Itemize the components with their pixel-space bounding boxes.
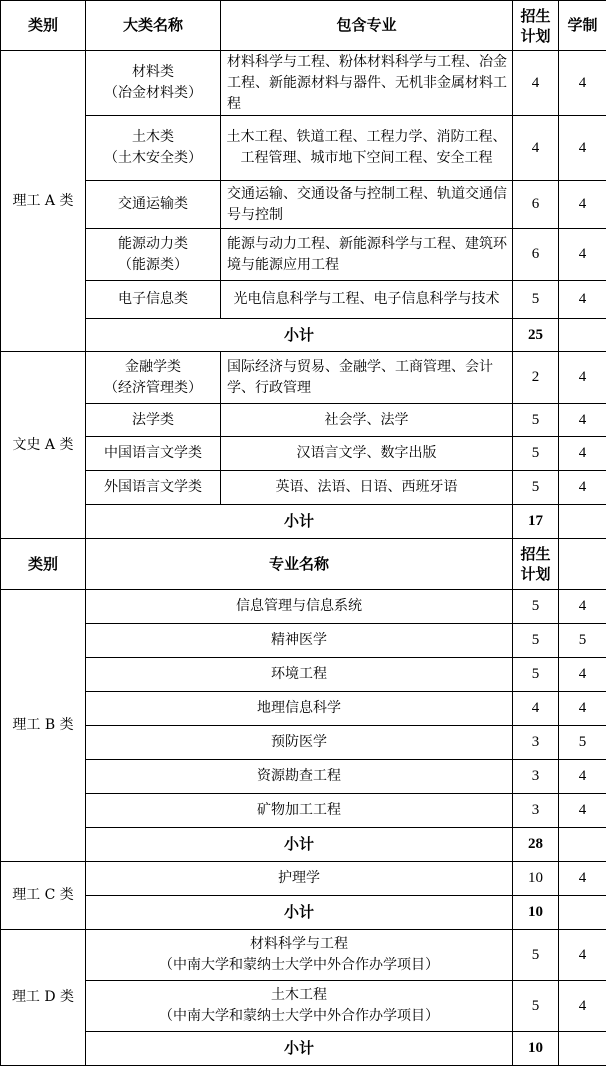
major-cell: 材料科学与工程 （中南大学和蒙纳士大学中外合作办学项目） — [86, 930, 513, 981]
table-row — [1, 51, 606, 116]
years-cell: 4 — [559, 981, 606, 1032]
subtotal-label: 小计 — [86, 505, 513, 539]
includes-cell: 汉语言文学、数字出版 — [221, 437, 513, 471]
years-cell: 4 — [559, 930, 606, 981]
years-cell: 4 — [559, 352, 606, 404]
plan-cell: 5 — [513, 590, 559, 624]
table-row — [1, 981, 606, 1032]
header-plan: 招生 计划 — [513, 539, 559, 590]
table-row — [1, 404, 606, 437]
subtotal-label: 小计 — [86, 828, 513, 862]
table-row — [1, 281, 606, 319]
years-cell: 4 — [559, 862, 606, 896]
major-group-cell: 金融学类 （经济管理类） — [86, 352, 221, 404]
table-row — [1, 437, 606, 471]
subtotal-row — [1, 896, 606, 930]
years-cell: 4 — [559, 658, 606, 692]
subtotal-label: 小计 — [86, 896, 513, 930]
years-cell: 4 — [559, 692, 606, 726]
plan-cell: 4 — [513, 51, 559, 116]
subtotal-label: 小计 — [86, 1032, 513, 1066]
header-row-2 — [1, 539, 606, 590]
major-cell: 地理信息科学 — [86, 692, 513, 726]
years-cell: 4 — [559, 181, 606, 229]
years-cell: 4 — [559, 281, 606, 319]
subtotal-row — [1, 828, 606, 862]
subtotal-row — [1, 319, 606, 352]
major-cell: 精神医学 — [86, 624, 513, 658]
plan-cell: 5 — [513, 471, 559, 505]
major-group-cell: 土木类 （土木安全类） — [86, 116, 221, 181]
major-group-cell: 外国语言文学类 — [86, 471, 221, 505]
plan-cell: 5 — [513, 281, 559, 319]
table-row — [1, 116, 606, 181]
major-cell: 护理学 — [86, 862, 513, 896]
plan-cell: 3 — [513, 794, 559, 828]
includes-cell: 土木工程、铁道工程、工程力学、消防工程、工程管理、城市地下空间工程、安全工程 — [221, 116, 513, 181]
empty-cell — [559, 319, 606, 352]
years-cell: 5 — [559, 726, 606, 760]
years-cell: 4 — [559, 437, 606, 471]
table-row — [1, 590, 606, 624]
table-row — [1, 794, 606, 828]
plan-cell: 5 — [513, 981, 559, 1032]
header-category: 类别 — [1, 1, 86, 51]
major-cell: 土木工程 （中南大学和蒙纳士大学中外合作办学项目） — [86, 981, 513, 1032]
years-cell: 4 — [559, 404, 606, 437]
plan-cell: 5 — [513, 437, 559, 471]
header-major: 专业名称 — [86, 539, 513, 590]
header-row-1 — [1, 1, 606, 51]
table-row — [1, 624, 606, 658]
major-cell: 环境工程 — [86, 658, 513, 692]
plan-cell: 2 — [513, 352, 559, 404]
major-cell: 矿物加工工程 — [86, 794, 513, 828]
category-cell: 理工 C 类 — [1, 862, 86, 930]
category-cell: 理工 D 类 — [1, 930, 86, 1066]
table-row — [1, 726, 606, 760]
years-cell: 4 — [559, 471, 606, 505]
empty-cell — [559, 505, 606, 539]
years-cell: 4 — [559, 51, 606, 116]
table-row — [1, 930, 606, 981]
plan-cell: 3 — [513, 726, 559, 760]
plan-cell: 5 — [513, 658, 559, 692]
includes-cell: 英语、法语、日语、西班牙语 — [221, 471, 513, 505]
major-group-cell: 中国语言文学类 — [86, 437, 221, 471]
major-group-cell: 法学类 — [86, 404, 221, 437]
years-cell: 5 — [559, 624, 606, 658]
subtotal-value: 10 — [513, 896, 559, 930]
table-row — [1, 658, 606, 692]
category-cell: 理工 B 类 — [1, 590, 86, 862]
includes-cell: 社会学、法学 — [221, 404, 513, 437]
empty-cell — [559, 896, 606, 930]
plan-cell: 6 — [513, 229, 559, 281]
header-years: 学制 — [559, 1, 606, 51]
major-cell: 信息管理与信息系统 — [86, 590, 513, 624]
subtotal-value: 10 — [513, 1032, 559, 1066]
plan-cell: 5 — [513, 624, 559, 658]
major-cell: 资源勘查工程 — [86, 760, 513, 794]
table-row — [1, 229, 606, 281]
plan-cell: 4 — [513, 692, 559, 726]
subtotal-label: 小计 — [86, 319, 513, 352]
empty-cell — [559, 828, 606, 862]
includes-cell: 光电信息科学与工程、电子信息科学与技术 — [221, 281, 513, 319]
table-row — [1, 760, 606, 794]
header-category: 类别 — [1, 539, 86, 590]
category-cell: 文史 A 类 — [1, 352, 86, 539]
includes-cell: 能源与动力工程、新能源科学与工程、建筑环境与能源应用工程 — [221, 229, 513, 281]
years-cell: 4 — [559, 794, 606, 828]
empty-cell — [559, 539, 606, 590]
includes-cell: 国际经济与贸易、金融学、工商管理、会计学、行政管理 — [221, 352, 513, 404]
category-cell: 理工 A 类 — [1, 51, 86, 352]
plan-cell: 6 — [513, 181, 559, 229]
major-group-cell: 交通运输类 — [86, 181, 221, 229]
major-group-cell: 能源动力类 （能源类） — [86, 229, 221, 281]
years-cell: 4 — [559, 590, 606, 624]
header-major-group: 大类名称 — [86, 1, 221, 51]
subtotal-value: 25 — [513, 319, 559, 352]
major-group-cell: 材料类 （冶金材料类） — [86, 51, 221, 116]
years-cell: 4 — [559, 229, 606, 281]
years-cell: 4 — [559, 116, 606, 181]
table-row — [1, 181, 606, 229]
plan-cell: 5 — [513, 404, 559, 437]
table-row — [1, 352, 606, 404]
years-cell: 4 — [559, 760, 606, 794]
plan-cell: 5 — [513, 930, 559, 981]
header-plan: 招生 计划 — [513, 1, 559, 51]
plan-cell: 3 — [513, 760, 559, 794]
major-group-cell: 电子信息类 — [86, 281, 221, 319]
table-row — [1, 471, 606, 505]
subtotal-row — [1, 505, 606, 539]
plan-cell: 10 — [513, 862, 559, 896]
plan-cell: 4 — [513, 116, 559, 181]
includes-cell: 材料科学与工程、粉体材料科学与工程、冶金工程、新能源材料与器件、无机非金属材料工程 — [221, 51, 513, 116]
empty-cell — [559, 1032, 606, 1066]
subtotal-value: 17 — [513, 505, 559, 539]
table-row — [1, 692, 606, 726]
includes-cell: 交通运输、交通设备与控制工程、轨道交通信号与控制 — [221, 181, 513, 229]
major-cell: 预防医学 — [86, 726, 513, 760]
table-row — [1, 862, 606, 896]
subtotal-value: 28 — [513, 828, 559, 862]
subtotal-row — [1, 1032, 606, 1066]
header-includes: 包含专业 — [221, 1, 513, 51]
